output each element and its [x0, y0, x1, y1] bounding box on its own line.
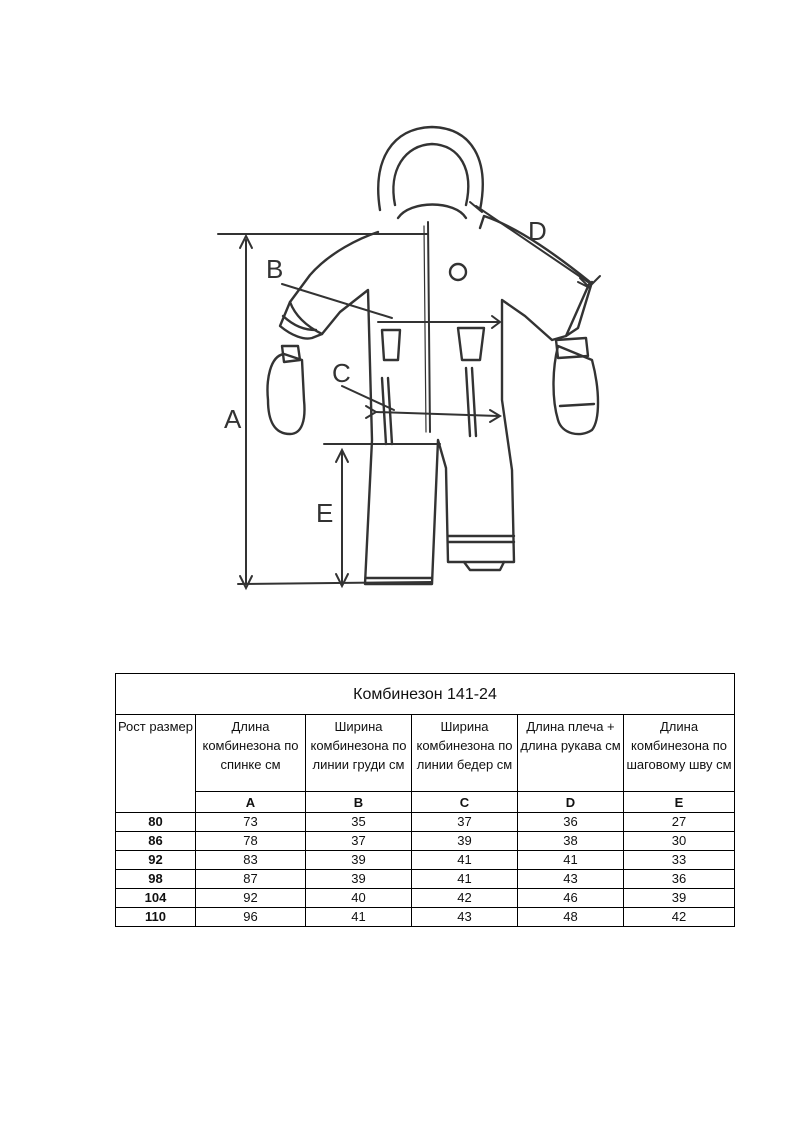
logo-circle [450, 264, 466, 280]
cell-a: 92 [196, 889, 306, 908]
cell-d: 48 [518, 908, 624, 927]
cell-size: 92 [116, 851, 196, 870]
table-row [116, 889, 735, 908]
cell-e: 39 [624, 889, 735, 908]
size-table [115, 673, 735, 927]
letter-d: D [518, 792, 624, 813]
table-header-row [116, 715, 735, 792]
cell-b: 35 [306, 813, 412, 832]
cell-c: 41 [412, 851, 518, 870]
cell-size: 104 [116, 889, 196, 908]
cell-e: 30 [624, 832, 735, 851]
cell-d: 41 [518, 851, 624, 870]
label-d: D [528, 216, 547, 246]
table-title-row [116, 674, 735, 715]
cell-a: 83 [196, 851, 306, 870]
cell-c: 42 [412, 889, 518, 908]
left-mitten [268, 354, 305, 434]
cell-c: 39 [412, 832, 518, 851]
cell-d: 38 [518, 832, 624, 851]
table-row [116, 908, 735, 927]
cell-e: 36 [624, 870, 735, 889]
cell-b: 39 [306, 870, 412, 889]
cell-a: 73 [196, 813, 306, 832]
table-row [116, 870, 735, 889]
table-row [116, 813, 735, 832]
header-chest-width: Ширина комбинезона по линии груди см [306, 715, 412, 792]
cell-b: 37 [306, 832, 412, 851]
label-b: B [266, 254, 284, 284]
header-length-back: Длина комбинезона по спинке см [196, 715, 306, 792]
header-sleeve-length: Длина плеча + длина рукава см [518, 715, 624, 792]
cell-size: 86 [116, 832, 196, 851]
hood-inner [393, 144, 468, 205]
cell-b: 39 [306, 851, 412, 870]
table-row [116, 832, 735, 851]
cell-b: 41 [306, 908, 412, 927]
right-mitten [554, 346, 599, 434]
cell-a: 78 [196, 832, 306, 851]
label-a: A [224, 404, 242, 434]
cell-b: 40 [306, 889, 412, 908]
cell-e: 42 [624, 908, 735, 927]
cell-d: 46 [518, 889, 624, 908]
cell-e: 33 [624, 851, 735, 870]
cell-size: 98 [116, 870, 196, 889]
letter-b: B [306, 792, 412, 813]
header-size: Рост размер [116, 715, 196, 813]
header-hip-width: Ширина комбинезона по линии бедер см [412, 715, 518, 792]
table-row [116, 851, 735, 870]
label-c: C [332, 358, 351, 388]
letter-e: E [624, 792, 735, 813]
header-inseam-length: Длина комбинезона по шаговому шву см [624, 715, 735, 792]
table-title: Комбинезон 141-24 [116, 674, 735, 715]
cell-a: 87 [196, 870, 306, 889]
cell-d: 43 [518, 870, 624, 889]
cell-e: 27 [624, 813, 735, 832]
letter-a: A [196, 792, 306, 813]
left-pocket [382, 378, 392, 444]
cell-a: 96 [196, 908, 306, 927]
letter-c: C [412, 792, 518, 813]
body-outline [290, 216, 590, 584]
cell-size: 110 [116, 908, 196, 927]
cell-c: 41 [412, 870, 518, 889]
cell-size: 80 [116, 813, 196, 832]
cell-c: 43 [412, 908, 518, 927]
right-pocket [466, 368, 476, 436]
zipper [428, 222, 430, 432]
table-letter-row [116, 792, 735, 813]
label-e: E [316, 498, 334, 528]
cell-c: 37 [412, 813, 518, 832]
cell-d: 36 [518, 813, 624, 832]
